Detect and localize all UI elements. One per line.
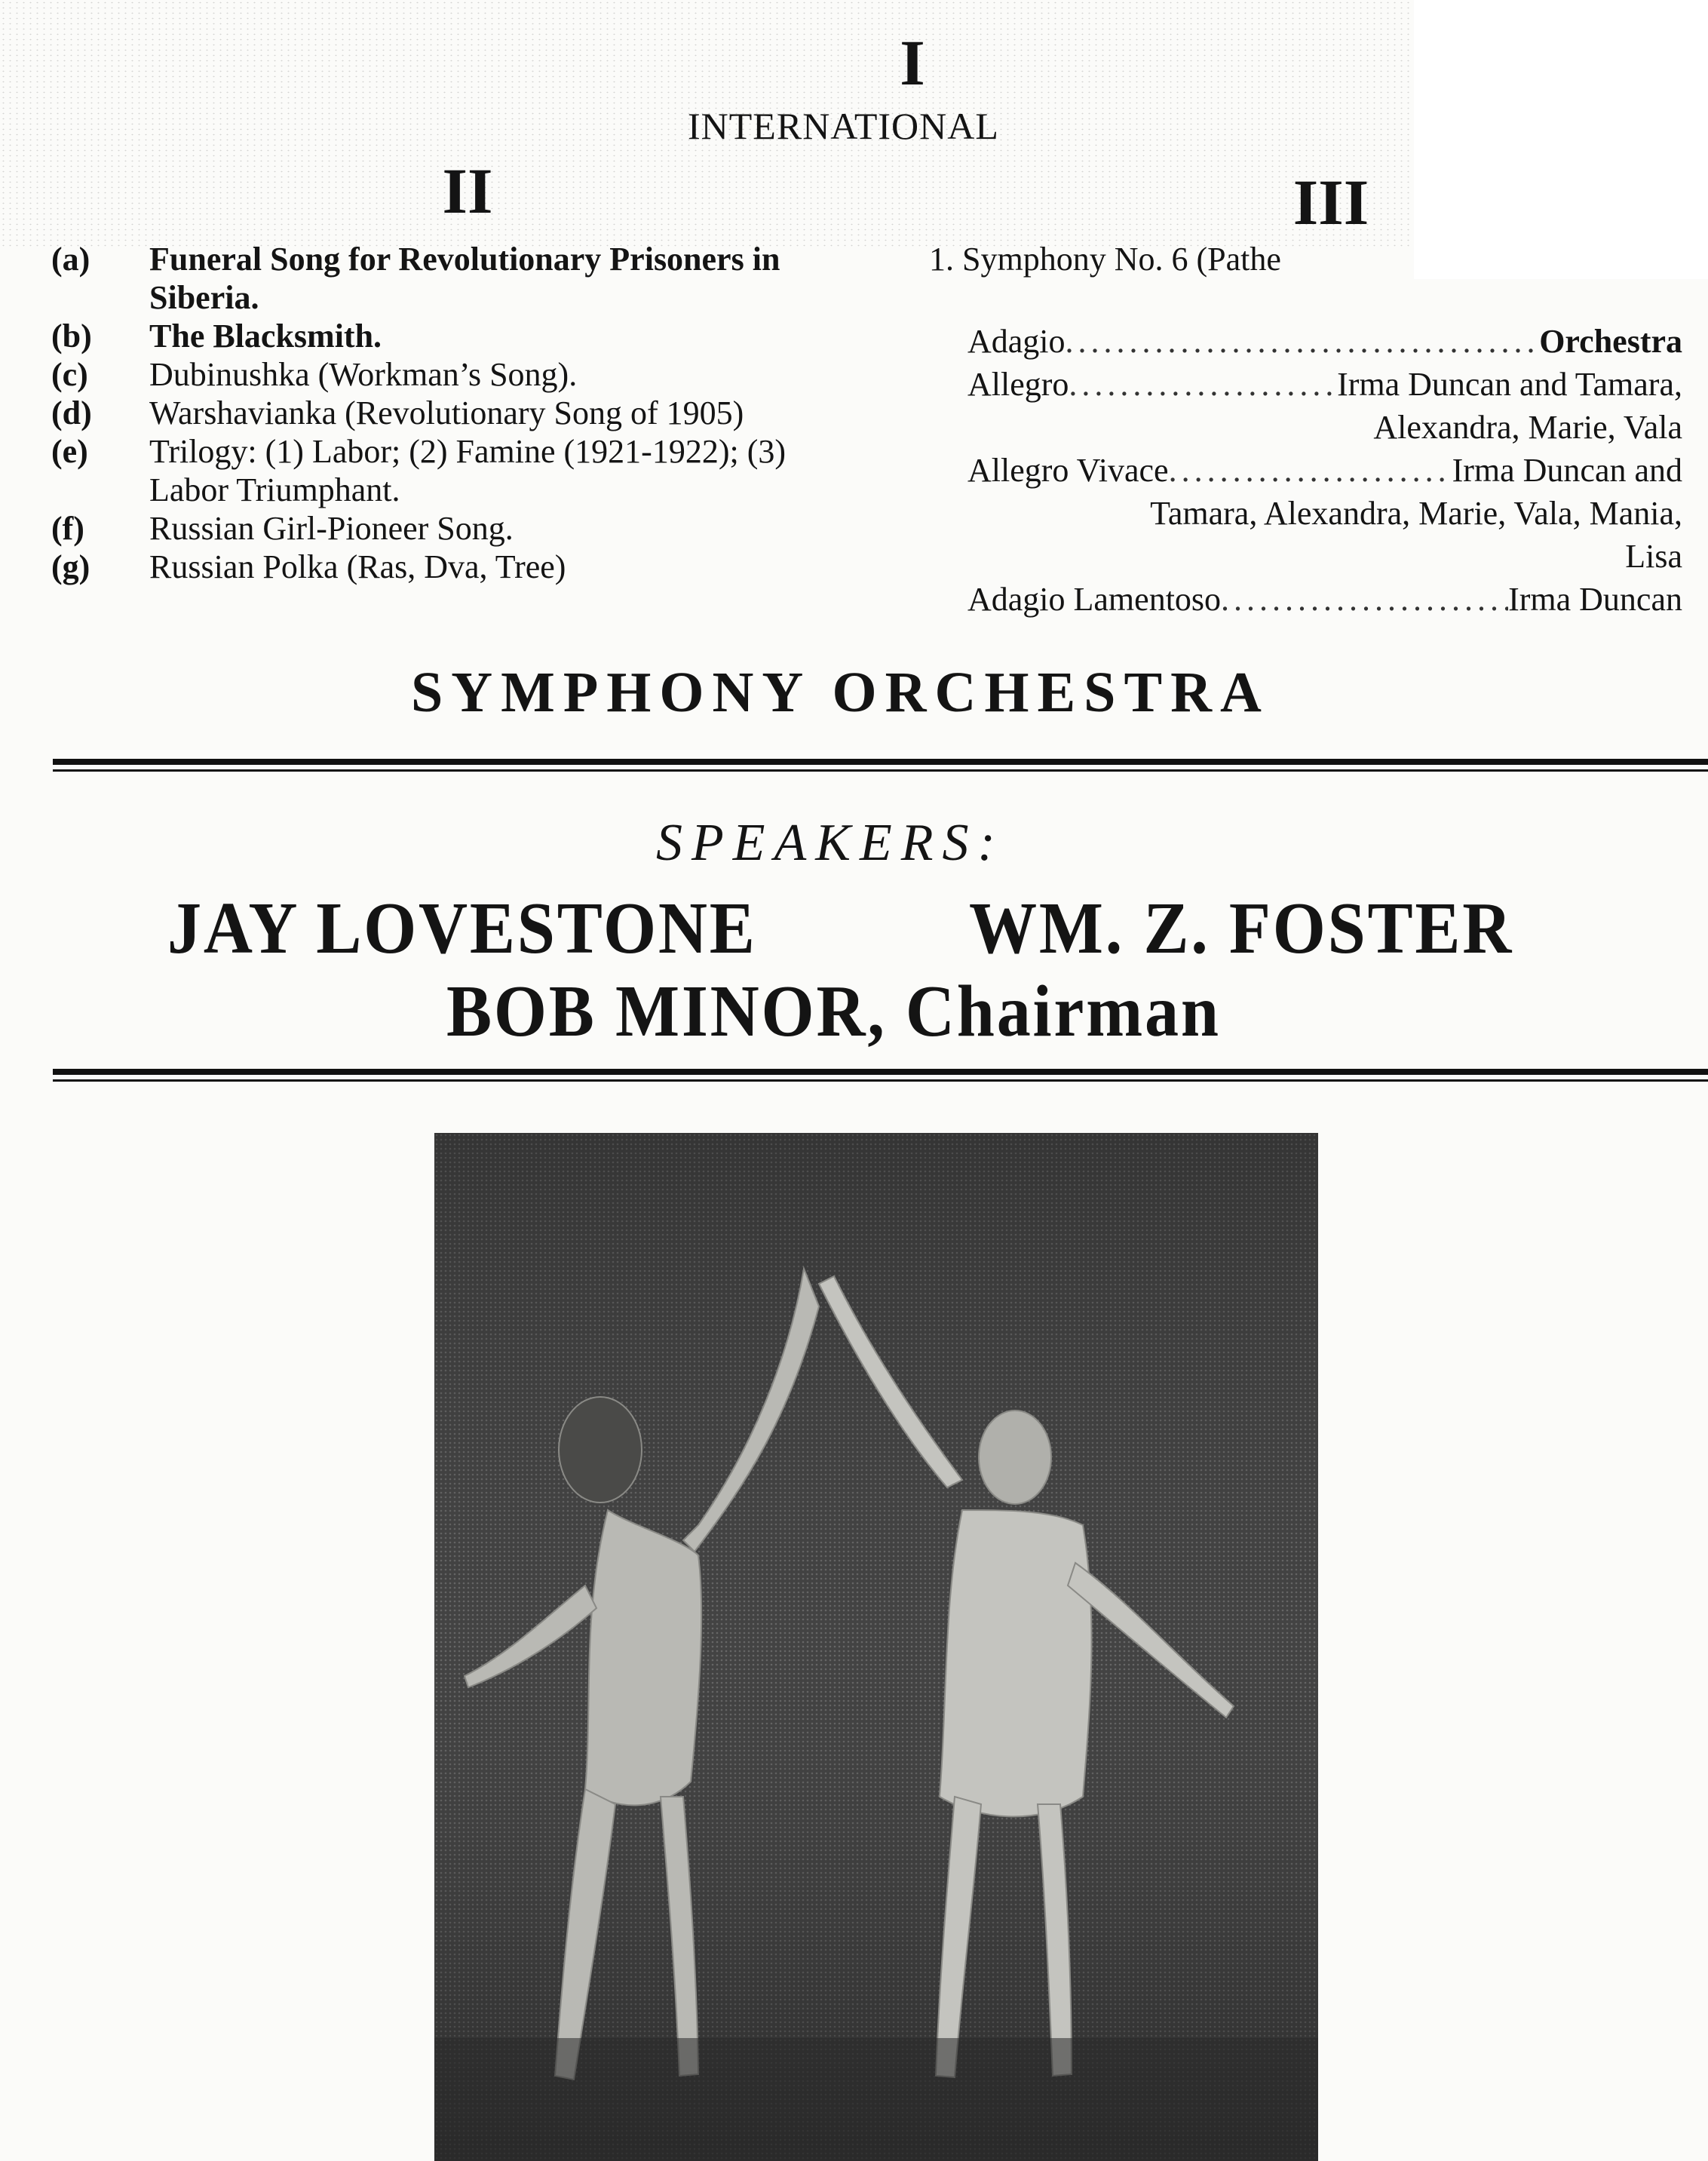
movement-performer-continued: Tamara, Alexandra, Marie, Vala, Mania, Lisa (1150, 495, 1682, 575)
list-item (51, 355, 843, 394)
item-label: (f) (51, 510, 84, 547)
item-text: Trilogy: (1) Labor; (2) Famine (1921-1922); (3) Labor Triumphant. (149, 433, 787, 508)
double-rule-top (53, 759, 1708, 772)
list-item (51, 240, 843, 317)
movement-performer-continued: Alexandra, Marie, Vala (1373, 409, 1682, 446)
leader-dots (1169, 449, 1452, 492)
section-three-numeral: III (1292, 166, 1369, 238)
speaker-foster: WM. Z. FOSTER (969, 888, 1514, 969)
part-two-song-list (51, 240, 843, 586)
item-label: (e) (51, 433, 88, 470)
item-text: Russian Polka (Ras, Dva, Tree) (149, 548, 566, 585)
part-three-movements (967, 320, 1682, 621)
international-heading: INTERNATIONAL (688, 105, 999, 147)
paper-edge (1414, 0, 1708, 279)
speaker-lovestone: JAY LOVESTONE (167, 888, 757, 969)
item-text: The Blacksmith. (149, 318, 382, 355)
movement-performer: Irma Duncan and Tamara, (1337, 366, 1682, 403)
movement-name: Allegro Vivace (967, 452, 1169, 489)
leader-dots (1221, 578, 1508, 621)
movement-performer: Orchestra (1539, 323, 1682, 360)
item-text: Warshavianka (Revolutionary Song of 1905) (149, 394, 744, 431)
movement-name: Adagio (967, 323, 1066, 360)
chairman-minor: BOB MINOR, Chairman (446, 971, 1221, 1052)
dancers-illustration (434, 1133, 1318, 2161)
leader-dots (1069, 363, 1337, 406)
symphony-orchestra-heading: SYMPHONY ORCHESTRA (411, 661, 1270, 724)
movement-entry (967, 320, 1682, 363)
speakers-label: SPEAKERS: (656, 814, 1004, 872)
item-text: Dubinushka (Workman’s Song). (149, 356, 578, 393)
item-label: (g) (51, 548, 90, 585)
leader-dots (1066, 320, 1540, 363)
item-text: Funeral Song for Revolutionary Prisoners in Siberia. (149, 241, 780, 316)
list-item (51, 394, 843, 432)
list-item (51, 317, 843, 355)
symphony-item: 1. Symphony No. 6 (Pathe (929, 241, 1281, 278)
item-label: (d) (51, 394, 92, 431)
list-item (51, 509, 843, 548)
list-item (51, 548, 843, 586)
movement-entry (967, 578, 1682, 621)
dancers-photograph (434, 1133, 1318, 2161)
movement-name: Allegro (967, 366, 1069, 403)
item-label: (c) (51, 356, 88, 393)
movement-entry (967, 449, 1682, 578)
double-rule-bottom (53, 1069, 1708, 1082)
movement-name: Adagio Lamentoso (967, 581, 1222, 618)
list-item (51, 432, 843, 509)
item-label: (b) (51, 318, 92, 355)
section-two-numeral: II (442, 155, 493, 227)
section-one-numeral: I (900, 26, 925, 99)
item-label: (a) (51, 241, 90, 278)
item-text: Russian Girl-Pioneer Song. (149, 510, 514, 547)
movement-entry (967, 363, 1682, 449)
movement-performer: Irma Duncan and (1452, 452, 1682, 489)
movement-performer: Irma Duncan (1508, 581, 1682, 618)
